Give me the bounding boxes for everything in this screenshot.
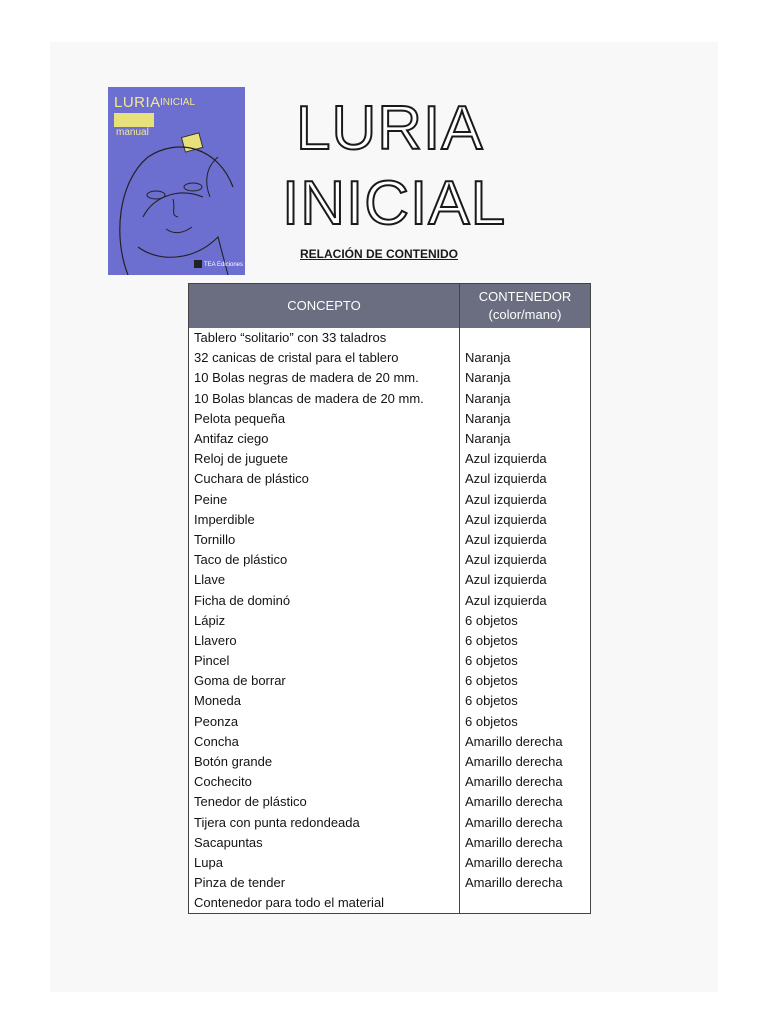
cell-concepto: Ficha de dominó: [189, 590, 460, 610]
cover-yellow-band: [114, 113, 154, 127]
cell-contenedor: 6 objetos: [465, 713, 518, 729]
cell-contenedor: Azul izquierda: [465, 451, 547, 467]
table-row: [189, 631, 591, 651]
table-row: [189, 893, 591, 914]
cell-concepto: Moneda: [189, 691, 460, 711]
cover-brand-text: LURIA: [114, 94, 161, 111]
cell-concepto: Pinza de tender: [189, 873, 460, 893]
table-header-row: [189, 284, 591, 329]
cell-concepto: 10 Bolas negras de madera de 20 mm.: [189, 368, 460, 388]
cell-contenedor: Naranja: [465, 370, 511, 386]
cell-contenedor: Amarillo derecha: [465, 733, 563, 749]
cell-concepto: Peonza: [189, 712, 460, 732]
cell-contenedor: Amarillo derecha: [465, 875, 563, 891]
table-row: [189, 772, 591, 792]
cell-concepto: 10 Bolas blancas de madera de 20 mm.: [189, 389, 460, 409]
cell-contenedor: [460, 893, 591, 914]
cell-contenedor: Amarillo derecha: [465, 794, 563, 810]
cell-contenedor: Amarillo derecha: [465, 774, 563, 790]
table-row: [189, 792, 591, 812]
cell-concepto: Pincel: [189, 651, 460, 671]
table-row: [189, 550, 591, 570]
cell-concepto: Taco de plástico: [189, 550, 460, 570]
cell-concepto: Lupa: [189, 853, 460, 873]
cell-concepto: Sacapuntas: [189, 833, 460, 853]
cell-contenedor: 6 objetos: [465, 612, 518, 628]
cell-contenedor: Amarillo derecha: [465, 814, 563, 830]
header-concepto: CONCEPTO: [189, 284, 460, 329]
table-row: [189, 490, 591, 510]
cell-concepto: Antifaz ciego: [189, 429, 460, 449]
cell-concepto: Tenedor de plástico: [189, 792, 460, 812]
table-row: [189, 671, 591, 691]
header-contenedor-line2: (color/mano): [488, 307, 562, 322]
cell-concepto: Imperdible: [189, 510, 460, 530]
table-row: [189, 449, 591, 469]
cell-contenedor: Naranja: [465, 431, 511, 447]
cell-contenedor: Naranja: [465, 410, 511, 426]
cell-contenedor: Azul izquierda: [465, 592, 547, 608]
cell-contenedor: 6 objetos: [465, 653, 518, 669]
table-row: [189, 348, 591, 368]
cell-contenedor: Naranja: [465, 350, 511, 366]
manual-cover-image: [108, 87, 245, 275]
cell-contenedor: [460, 328, 591, 348]
title-line-2: INICIAL: [282, 169, 507, 238]
cell-concepto: Goma de borrar: [189, 671, 460, 691]
cell-concepto: Tablero “solitario” con 33 taladros: [189, 328, 460, 348]
cell-contenedor: Amarillo derecha: [465, 854, 563, 870]
cell-contenedor: Amarillo derecha: [465, 834, 563, 850]
table-row: [189, 429, 591, 449]
table-row: [189, 389, 591, 409]
cell-contenedor: Amarillo derecha: [465, 754, 563, 770]
table-row: [189, 590, 591, 610]
cell-concepto: Pelota pequeña: [189, 409, 460, 429]
table-row: [189, 570, 591, 590]
header-contenedor: [460, 284, 591, 329]
cell-concepto: Llave: [189, 570, 460, 590]
table-row: [189, 368, 591, 388]
cell-concepto: Tornillo: [189, 530, 460, 550]
cell-contenedor: 6 objetos: [465, 673, 518, 689]
table-row: [189, 530, 591, 550]
cover-publisher-text: TEA Ediciones: [204, 262, 244, 268]
cell-concepto: 32 canicas de cristal para el tablero: [189, 348, 460, 368]
cover-subtitle-text: INICIAL: [160, 97, 196, 108]
section-subtitle: RELACIÓN DE CONTENIDO: [300, 247, 459, 261]
table-row: [189, 853, 591, 873]
table-row: [189, 752, 591, 772]
cell-contenedor: Azul izquierda: [465, 552, 547, 568]
cell-concepto: Llavero: [189, 631, 460, 651]
cell-concepto: Tijera con punta redondeada: [189, 813, 460, 833]
cell-concepto: Botón grande: [189, 752, 460, 772]
table-row: [189, 510, 591, 530]
cell-contenedor: Azul izquierda: [465, 471, 547, 487]
content-table: [188, 283, 591, 914]
cell-contenedor: Azul izquierda: [465, 491, 547, 507]
cell-concepto: Reloj de juguete: [189, 449, 460, 469]
table-row: [189, 691, 591, 711]
cell-concepto: Cochecito: [189, 772, 460, 792]
table-row: [189, 651, 591, 671]
header-contenedor-line1: CONTENEDOR: [478, 289, 572, 304]
cell-concepto: Peine: [189, 490, 460, 510]
cell-contenedor: Naranja: [465, 390, 511, 406]
table-row: [189, 469, 591, 489]
cell-contenedor: 6 objetos: [465, 693, 518, 709]
cell-contenedor: Azul izquierda: [465, 572, 547, 588]
table-row: [189, 712, 591, 732]
cell-concepto: Cuchara de plástico: [189, 469, 460, 489]
table-row: [189, 833, 591, 853]
cell-contenedor: 6 objetos: [465, 632, 518, 648]
table-body: [189, 328, 591, 914]
cell-contenedor: Azul izquierda: [465, 531, 547, 547]
table-row: [189, 813, 591, 833]
cover-manual-text: manual: [116, 127, 149, 138]
table-row: [189, 732, 591, 752]
cell-concepto: Lápiz: [189, 611, 460, 631]
table-row: [189, 328, 591, 348]
cell-contenedor: Azul izquierda: [465, 511, 547, 527]
table-row: [189, 409, 591, 429]
table-row: [189, 873, 591, 893]
title-line-1: LURIA: [296, 94, 484, 163]
cell-concepto: Concha: [189, 732, 460, 752]
table-row: [189, 611, 591, 631]
cell-concepto: Contenedor para todo el material: [189, 893, 460, 914]
